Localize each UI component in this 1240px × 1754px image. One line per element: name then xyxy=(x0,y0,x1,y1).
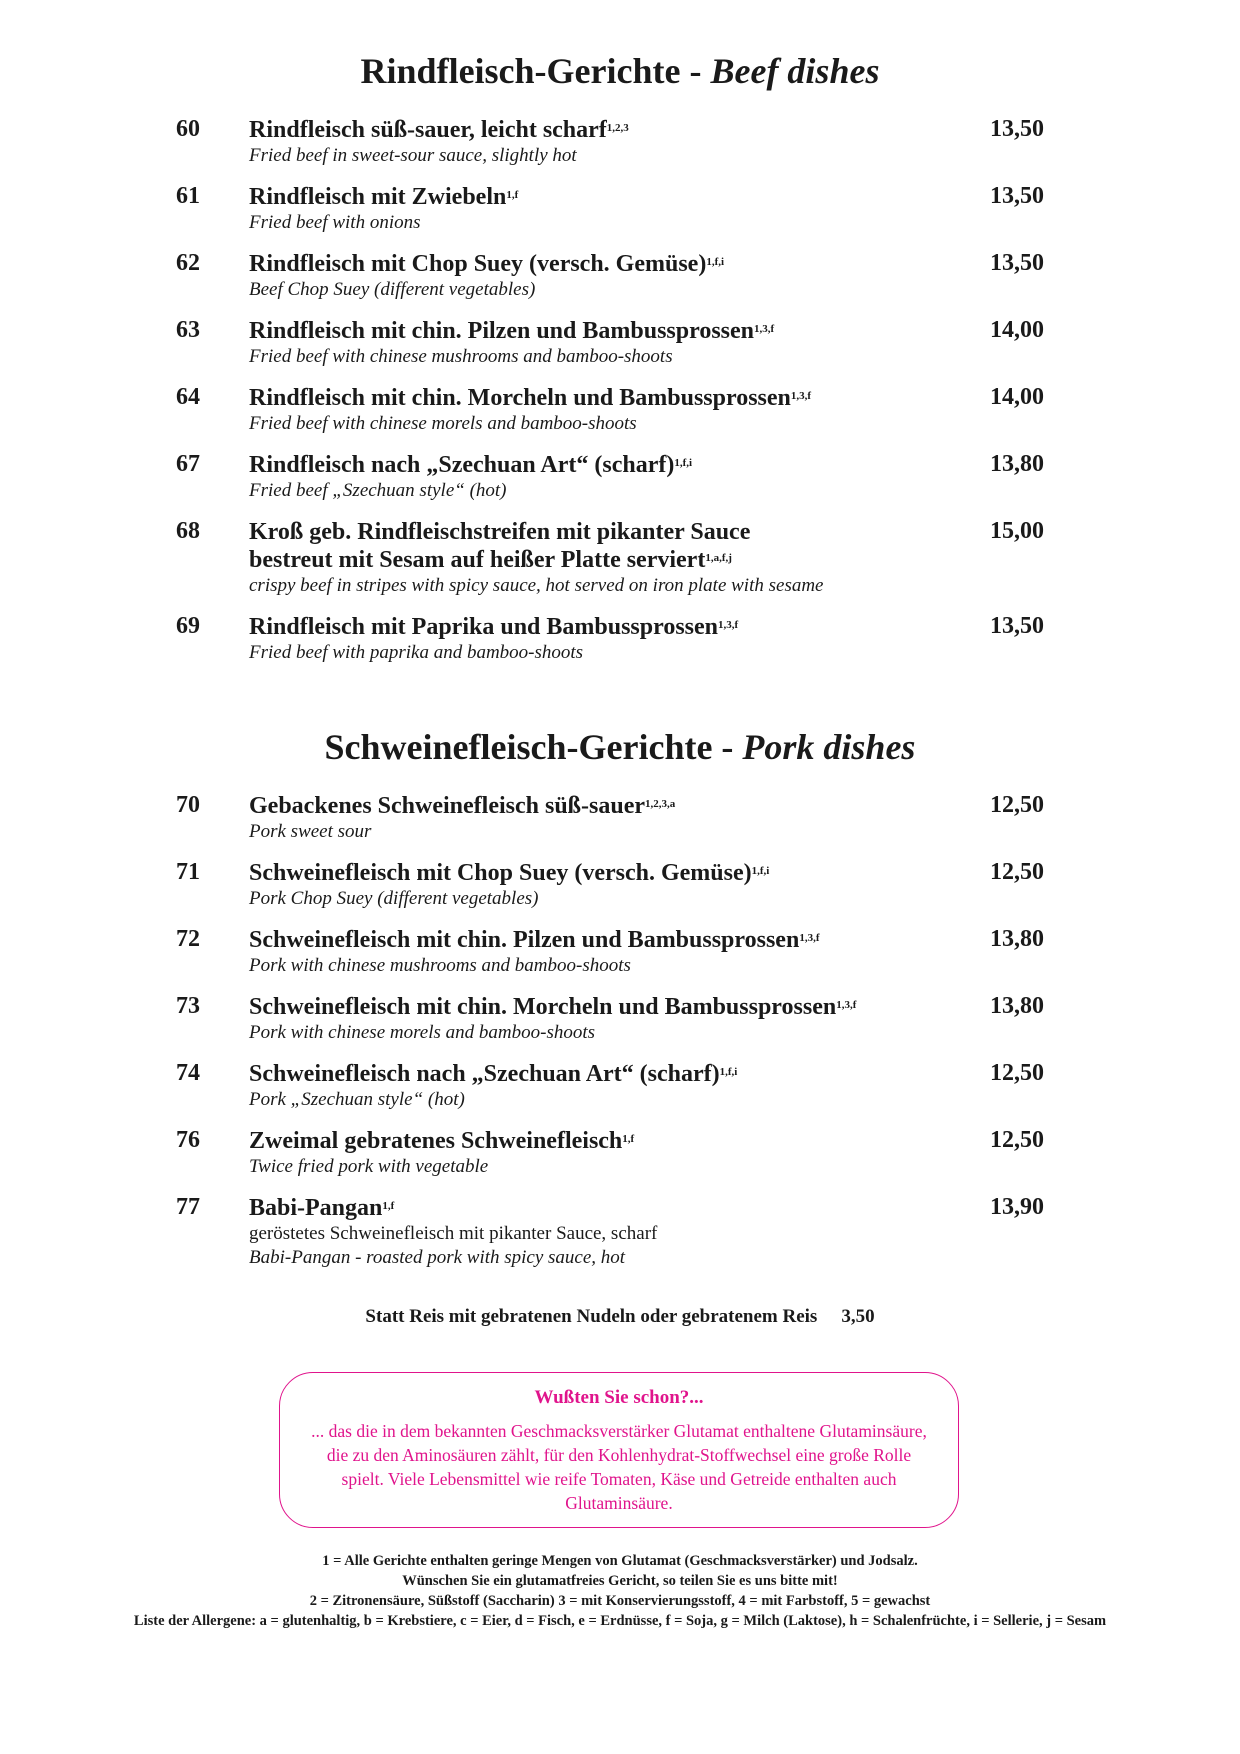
item-body xyxy=(249,926,969,978)
item-price: 13,50 xyxy=(990,250,1044,276)
item-allergen-codes: 1,2,3,a xyxy=(645,798,676,810)
item-price: 13,80 xyxy=(990,993,1044,1019)
menu-item xyxy=(0,250,1240,302)
item-name xyxy=(249,183,969,211)
item-body xyxy=(249,518,969,598)
item-price: 13,80 xyxy=(990,451,1044,477)
menu-item xyxy=(0,1127,1240,1179)
item-allergen-codes: 1,2,3 xyxy=(606,122,629,134)
item-name xyxy=(249,1194,969,1222)
item-number: 74 xyxy=(176,1060,200,1086)
menu-item xyxy=(0,926,1240,978)
menu-item xyxy=(0,451,1240,503)
item-description: Babi-Pangan - roasted pork with spicy sauce, hot xyxy=(249,1247,626,1268)
info-box-text: ... das die in dem bekannten Geschmacksverstärker Glutamat enthaltene Glutaminsäure, die zu den Aminosäuren zählt, für den Kohlenhydrat-Stoffwechsel eine große Rolle spielt. Viele Lebensmittel wie reife Tomaten, Käse und Getreide enthalten auch Glutaminsäure. xyxy=(311,1421,927,1513)
menu-item xyxy=(0,384,1240,436)
item-number: 71 xyxy=(176,859,200,885)
item-body xyxy=(249,116,969,168)
item-name xyxy=(249,317,969,345)
item-description: Fried beef with onions xyxy=(249,212,421,233)
item-allergen-codes: 1,f xyxy=(506,189,519,201)
item-name xyxy=(249,792,969,820)
info-box-title: Wußten Sie schon?... xyxy=(534,1387,704,1408)
item-allergen-codes: 1,f xyxy=(622,1133,635,1145)
item-body xyxy=(249,792,969,844)
item-number: 77 xyxy=(176,1194,200,1220)
item-name xyxy=(249,926,969,954)
item-body xyxy=(249,1127,969,1179)
item-name-line-1: Kroß geb. Rindfleischstreifen mit pikanter Sauce xyxy=(249,519,751,545)
item-number: 72 xyxy=(176,926,200,952)
footer-line-1: 1 = Alle Gerichte enthalten geringe Mengen von Glutamat (Geschmacksverstärker) und Jodsalz. xyxy=(322,1553,918,1569)
item-number: 61 xyxy=(176,183,200,209)
menu-item xyxy=(0,317,1240,369)
item-allergen-codes: 1,f,i xyxy=(674,457,693,469)
item-description: Beef Chop Suey (different vegetables) xyxy=(249,279,536,300)
item-name-text: Schweinefleisch nach „Szechuan Art“ (scharf) xyxy=(249,1061,720,1087)
item-allergen-codes: 1,3,f xyxy=(790,390,812,402)
item-description: Fried beef in sweet-sour sauce, slightly hot xyxy=(249,145,577,166)
item-price: 14,00 xyxy=(990,384,1044,410)
item-body xyxy=(249,183,969,235)
item-number: 70 xyxy=(176,792,200,818)
beef-menu-list xyxy=(0,116,1240,680)
item-description: Pork sweet sour xyxy=(249,821,372,842)
menu-item xyxy=(0,1060,1240,1112)
item-body xyxy=(249,613,969,665)
footer-line-4: Liste der Allergene: a = glutenhaltig, b = Krebstiere, c = Eier, d = Fisch, e = Erdnüsse, f = Soja, g = Milch (Laktose), h = Schalenfrüchte, i = Sellerie, j = Sesam xyxy=(133,1613,1107,1629)
item-price: 13,50 xyxy=(990,116,1044,142)
item-name-text: Schweinefleisch mit chin. Morcheln und Bambussprossen xyxy=(249,994,837,1020)
allergen-footer xyxy=(0,1551,1240,1631)
item-body xyxy=(249,1194,969,1270)
item-description: Pork Chop Suey (different vegetables) xyxy=(249,888,539,909)
item-name-text: Rindfleisch mit chin. Pilzen und Bambussprossen xyxy=(249,318,754,344)
item-number: 62 xyxy=(176,250,200,276)
item-name-text: bestreut mit Sesam auf heißer Platte serviert xyxy=(249,547,706,573)
item-description: Fried beef with chinese morels and bamboo-shoots xyxy=(249,413,637,434)
item-name xyxy=(249,116,969,144)
item-name xyxy=(249,859,969,887)
item-description: Fried beef „Szechuan style“ (hot) xyxy=(249,480,507,501)
footer-line-2: Wünschen Sie ein glutamatfreies Gericht, so teilen Sie es uns bitte mit! xyxy=(402,1573,838,1589)
item-number: 68 xyxy=(176,518,200,544)
item-price: 13,50 xyxy=(990,613,1044,639)
item-name xyxy=(249,451,969,479)
item-name xyxy=(249,384,969,412)
item-number: 64 xyxy=(176,384,200,410)
item-name xyxy=(249,546,969,574)
menu-item xyxy=(0,518,1240,598)
item-allergen-codes: 1,3,f xyxy=(754,323,775,335)
item-description: Pork with chinese morels and bamboo-shoots xyxy=(249,1022,596,1043)
item-body xyxy=(249,250,969,302)
item-name-text: Rindfleisch nach „Szechuan Art“ (scharf) xyxy=(249,452,675,478)
item-body xyxy=(249,993,969,1045)
item-name-text: Babi-Pangan xyxy=(249,1195,383,1221)
item-name-text: Schweinefleisch mit Chop Suey (versch. Gemüse) xyxy=(249,860,752,886)
item-description: Fried beef with chinese mushrooms and bamboo-shoots xyxy=(249,346,673,367)
item-number: 67 xyxy=(176,451,200,477)
item-description: Pork „Szechuan style“ (hot) xyxy=(249,1089,465,1110)
item-name xyxy=(249,1127,969,1155)
pork-section-title xyxy=(0,726,1240,768)
side-dish-note-text: Statt Reis mit gebratenen Nudeln oder gebratenem Reis xyxy=(365,1306,818,1327)
info-box xyxy=(279,1372,959,1528)
item-price: 14,00 xyxy=(990,317,1044,343)
item-name xyxy=(249,1060,969,1088)
item-allergen-codes: 1,f,i xyxy=(719,1066,738,1078)
item-name xyxy=(249,250,969,278)
item-name-text: Schweinefleisch mit chin. Pilzen und Bambussprossen xyxy=(249,927,800,953)
item-price: 15,00 xyxy=(990,518,1044,544)
item-allergen-codes: 1,3,f xyxy=(718,619,739,631)
item-allergen-codes: 1,3,f xyxy=(836,999,857,1011)
item-number: 73 xyxy=(176,993,200,1019)
item-allergen-codes: 1,f xyxy=(382,1200,395,1212)
item-body xyxy=(249,384,969,436)
menu-item xyxy=(0,613,1240,665)
item-description: Twice fried pork with vegetable xyxy=(249,1156,489,1177)
item-price: 12,50 xyxy=(990,1060,1044,1086)
item-name-text: Gebackenes Schweinefleisch süß-sauer xyxy=(249,793,645,819)
item-name xyxy=(249,613,969,641)
item-number: 60 xyxy=(176,116,200,142)
side-dish-note-price: 3,50 xyxy=(841,1306,875,1327)
item-allergen-codes: 1,f,i xyxy=(751,865,770,877)
item-name-text: Rindfleisch mit Paprika und Bambussprossen xyxy=(249,614,719,640)
item-price: 13,50 xyxy=(990,183,1044,209)
menu-item xyxy=(0,859,1240,911)
menu-item xyxy=(0,116,1240,168)
menu-item xyxy=(0,183,1240,235)
pork-title-en: Pork dishes xyxy=(742,727,916,767)
item-description: Fried beef with paprika and bamboo-shoots xyxy=(249,642,584,663)
item-name-text: Rindfleisch mit Chop Suey (versch. Gemüse) xyxy=(249,251,707,277)
item-price: 12,50 xyxy=(990,859,1044,885)
item-price: 13,80 xyxy=(990,926,1044,952)
menu-item xyxy=(0,993,1240,1045)
item-name-text: Zweimal gebratenes Schweinefleisch xyxy=(249,1128,623,1154)
item-price: 12,50 xyxy=(990,792,1044,818)
item-body xyxy=(249,317,969,369)
item-description: Pork with chinese mushrooms and bamboo-shoots xyxy=(249,955,631,976)
menu-item xyxy=(0,1194,1240,1270)
item-allergen-codes: 1,a,f,j xyxy=(705,552,732,564)
item-price: 13,90 xyxy=(990,1194,1044,1220)
item-name-text: Rindfleisch mit Zwiebeln xyxy=(249,184,507,210)
item-allergen-codes: 1,3,f xyxy=(799,932,820,944)
menu-item xyxy=(0,792,1240,844)
item-number: 76 xyxy=(176,1127,200,1153)
item-number: 63 xyxy=(176,317,200,343)
pork-title-de: Schweinefleisch-Gerichte - xyxy=(324,727,743,767)
item-name xyxy=(249,993,969,1021)
item-allergen-codes: 1,f,i xyxy=(706,256,725,268)
pork-menu-list xyxy=(0,792,1240,1285)
beef-section-title xyxy=(0,50,1240,92)
item-description-de: geröstetes Schweinefleisch mit pikanter Sauce, scharf xyxy=(249,1223,658,1244)
beef-title-en: Beef dishes xyxy=(710,51,880,91)
footer-line-3: 2 = Zitronensäure, Süßstoff (Saccharin) 3 = mit Konservierungsstoff, 4 = mit Farbstoff, 5 = gewachst xyxy=(309,1593,931,1609)
item-number: 69 xyxy=(176,613,200,639)
beef-title-de: Rindfleisch-Gerichte - xyxy=(360,51,711,91)
item-name-text: Rindfleisch süß-sauer, leicht scharf xyxy=(249,117,607,143)
item-description: crispy beef in stripes with spicy sauce, hot served on iron plate with sesame xyxy=(249,575,824,596)
item-body xyxy=(249,1060,969,1112)
side-dish-note xyxy=(0,1306,1240,1328)
item-name-text: Rindfleisch mit chin. Morcheln und Bambussprossen xyxy=(249,385,791,411)
item-price: 12,50 xyxy=(990,1127,1044,1153)
item-body xyxy=(249,859,969,911)
item-body xyxy=(249,451,969,503)
